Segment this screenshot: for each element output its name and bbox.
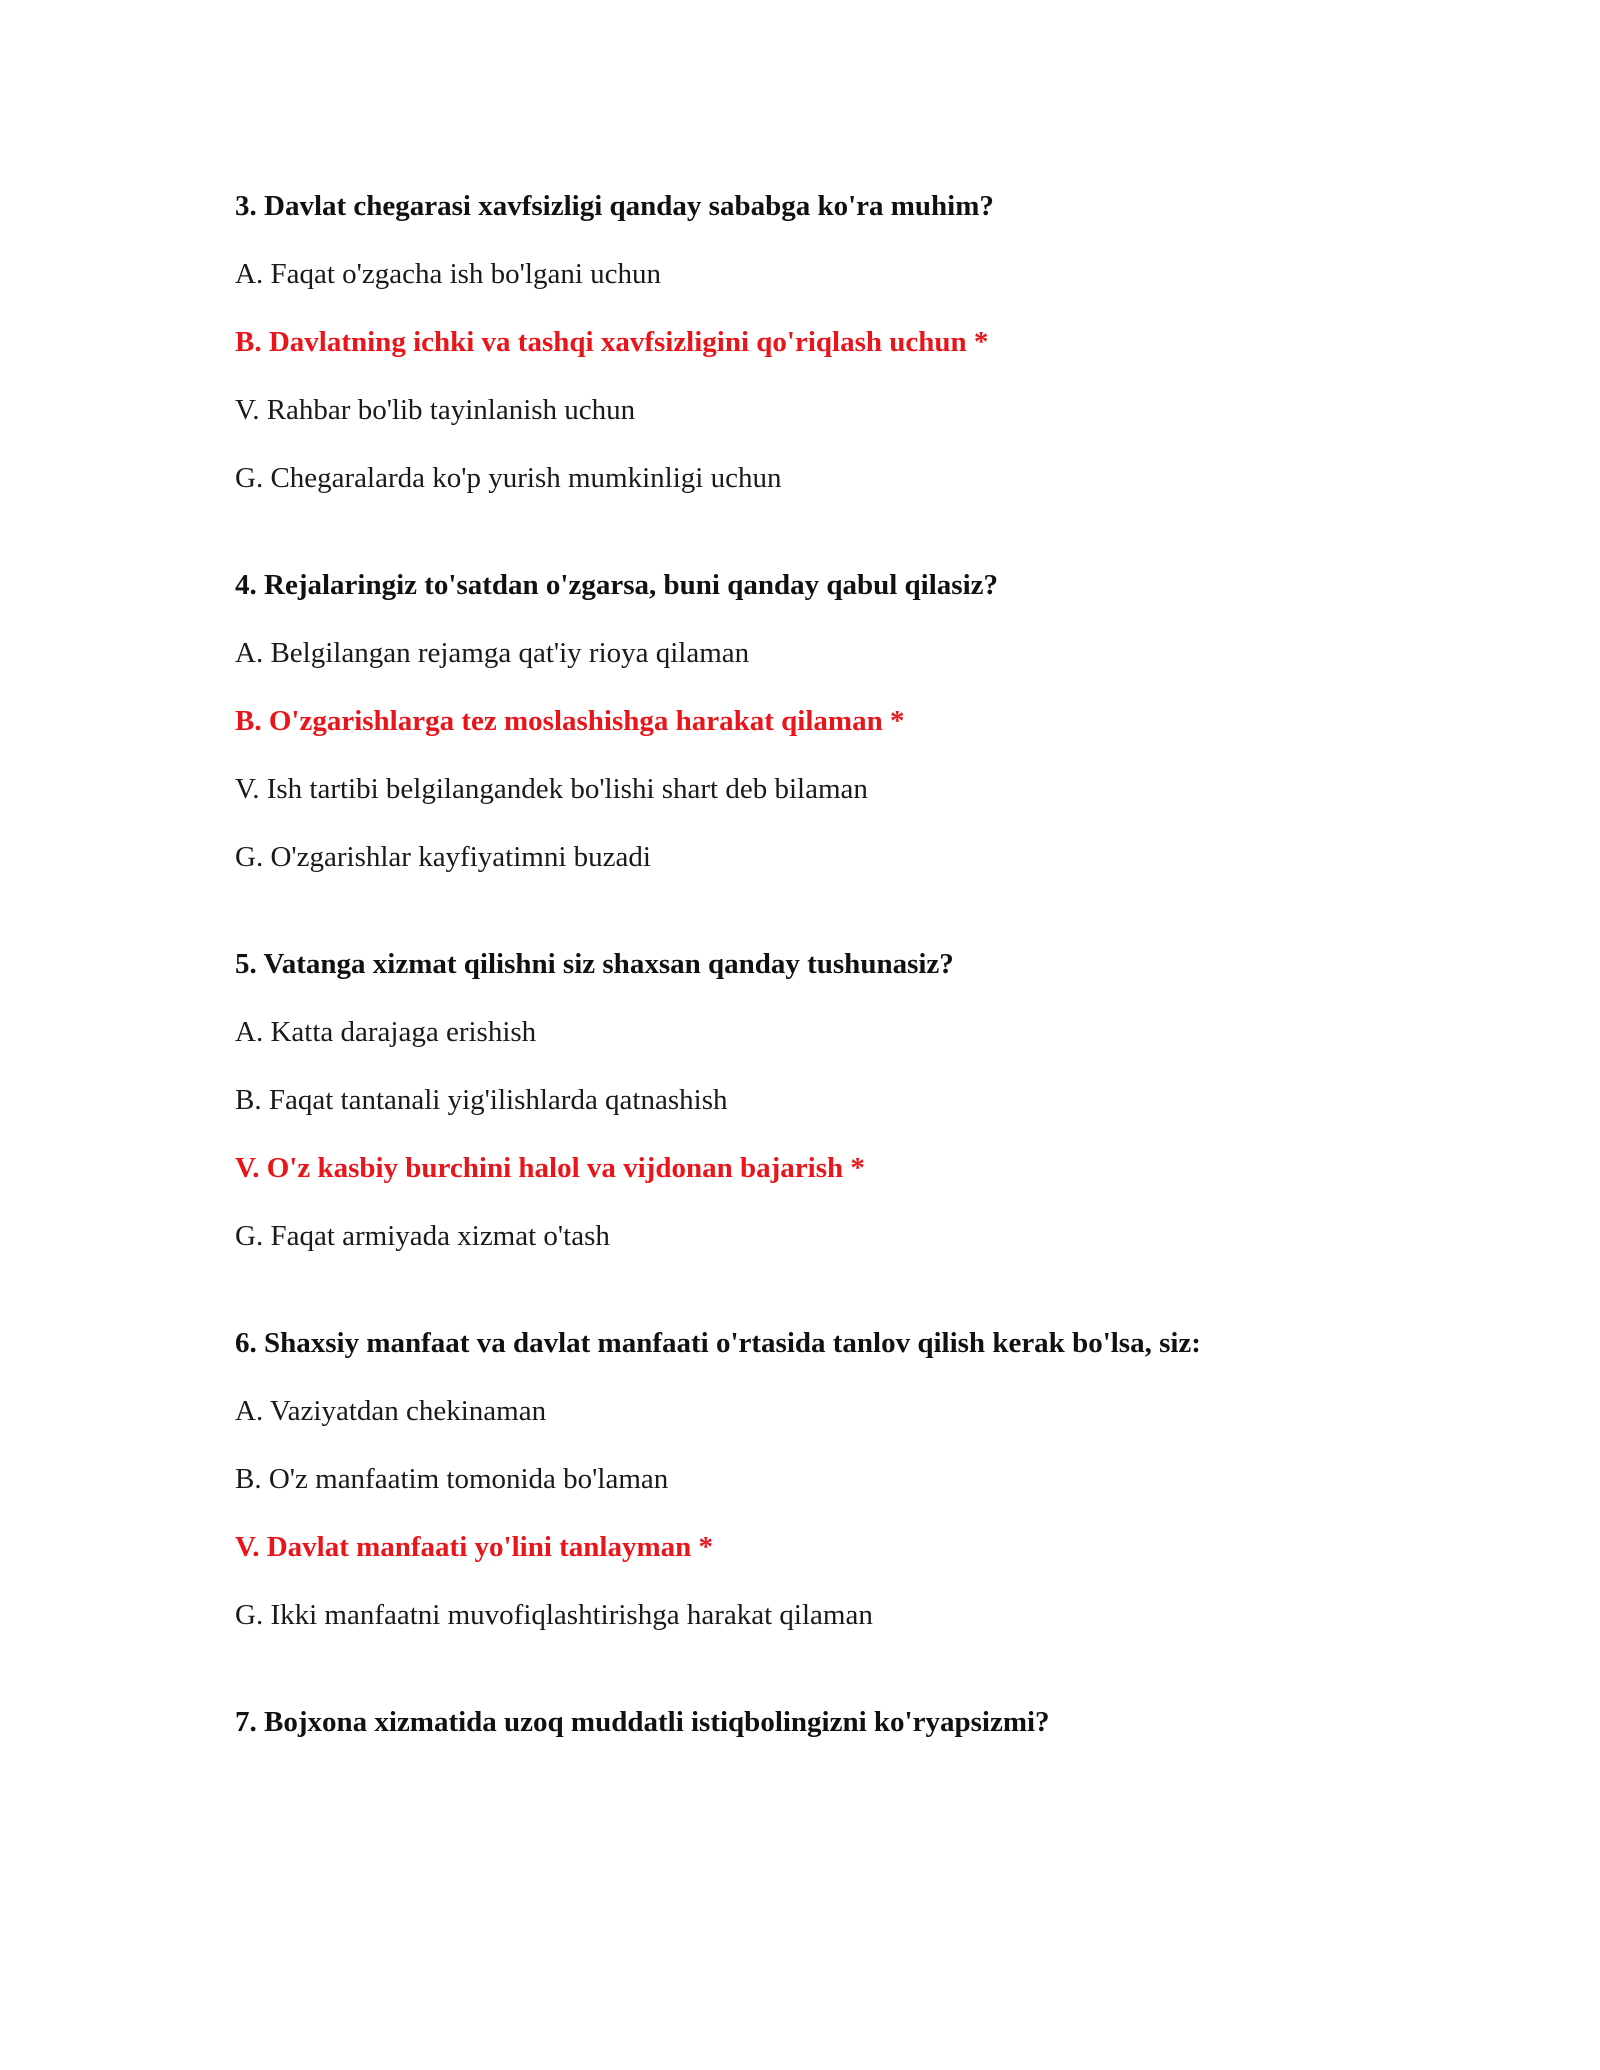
answer-option: B. O'z manfaatim tomonida bo'laman: [235, 1463, 669, 1495]
answer-option: V. Rahbar bo'lib tayinlanish uchun: [235, 394, 636, 426]
answer-option: A. Belgilangan rejamga qat'iy rioya qilaman: [235, 637, 750, 669]
answer-option: G. Faqat armiyada xizmat o'tash: [235, 1220, 610, 1252]
answer-option: A. Faqat o'zgacha ish bo'lgani uchun: [235, 258, 662, 290]
question-block: [235, 565, 1435, 877]
question-title: 3. Davlat chegarasi xavfsizligi qanday sababga ko'ra muhim?: [235, 190, 994, 222]
question-block: [235, 1323, 1435, 1635]
question-title: 6. Shaxsiy manfaat va davlat manfaati o'rtasida tanlov qilish kerak bo'lsa, siz:: [235, 1327, 1201, 1359]
answer-option: G. Ikki manfaatni muvofiqlashtirishga harakat qilaman: [235, 1599, 873, 1631]
answer-option-correct: V. O'z kasbiy burchini halol va vijdonan bajarish *: [235, 1152, 865, 1184]
answer-option: A. Vaziyatdan chekinaman: [235, 1395, 547, 1427]
question-title: 7. Bojxona xizmatida uzoq muddatli istiqbolingizni ko'ryapsizmi?: [235, 1706, 1050, 1738]
answer-option-correct: B. O'zgarishlarga tez moslashishga harakat qilaman *: [235, 705, 905, 737]
question-block: [235, 1702, 1435, 1742]
question-block: [235, 186, 1435, 498]
question-title: 5. Vatanga xizmat qilishni siz shaxsan qanday tushunasiz?: [235, 948, 954, 980]
question-title: 4. Rejalaringiz to'satdan o'zgarsa, buni qanday qabul qilasiz?: [235, 569, 998, 601]
answer-option-correct: B. Davlatning ichki va tashqi xavfsizligini qo'riqlash uchun *: [235, 326, 989, 358]
quiz-content: [235, 186, 1435, 1809]
answer-option: G. Chegaralarda ko'p yurish mumkinligi uchun: [235, 462, 782, 494]
answer-option-correct: V. Davlat manfaati yo'lini tanlayman *: [235, 1531, 714, 1563]
question-block: [235, 944, 1435, 1256]
answer-option: V. Ish tartibi belgilangandek bo'lishi shart deb bilaman: [235, 773, 868, 805]
answer-option: A. Katta darajaga erishish: [235, 1016, 537, 1048]
answer-option: B. Faqat tantanali yig'ilishlarda qatnashish: [235, 1084, 728, 1116]
answer-option: G. O'zgarishlar kayfiyatimni buzadi: [235, 841, 651, 873]
